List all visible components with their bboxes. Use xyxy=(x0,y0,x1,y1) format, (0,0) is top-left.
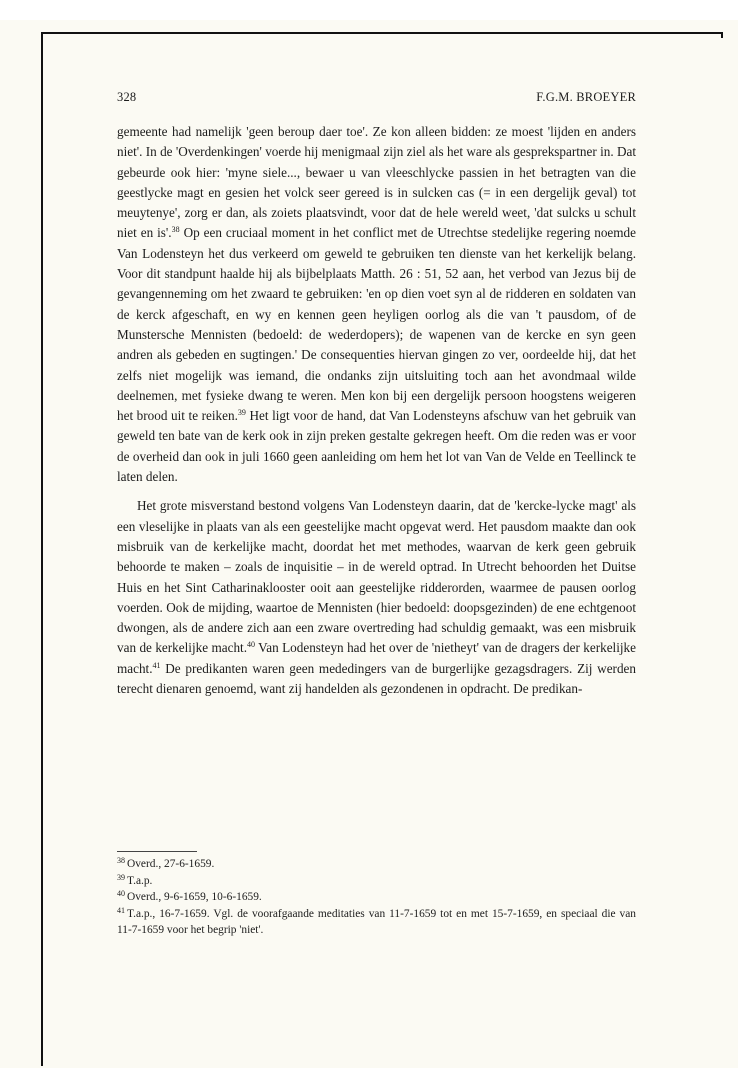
footnote-ref-39: 39 xyxy=(237,408,246,418)
footnote-number: 39 xyxy=(117,872,125,882)
footnotes xyxy=(117,856,636,939)
footnote-ref-38: 38 xyxy=(171,225,180,235)
paragraph-1-text-b: Op een cruciaal moment in het conflict met de Utrechtse stedelijke regering noemde Van Lodensteyn het dus verkeerd om geweld te gebruiken ten dienste van het kerkelijk belang. Voor dit standpunt haalde hij als bijbelplaats Matth. 26 : 51, 52 aan, het verbod van Jezus bij de gevangenneming om het zwaard te gebruiken: 'en op dien voet syn al de ridderen en soldaten van de kerck afgeschaft, en wy en kennen geen heyligen oorlog als die van 't pausdom, of de Munstersche Mennisten (bedoeld: de wederdopers); de wapenen van de kercke en syn geen andren als gebeden en sugtingen.' De consequenties hiervan gingen zo ver, oordeelde hij, dat het zelfs niet mogelijk was iemand, die ondanks zijn uitsluiting toch aan het avondmaal wilde deelnemen, met fysieke dwang te weren. Men kon bij een dergelijk persoon hoogstens weigeren het brood uit te reiken. xyxy=(117,225,636,424)
page-number: 328 xyxy=(117,90,137,104)
footnote-text: Overd., 27-6-1659. xyxy=(127,858,215,870)
page-top-edge xyxy=(0,0,738,20)
footnote-ref-40: 40 xyxy=(247,640,255,650)
footnote-number: 41 xyxy=(117,905,125,915)
scan-border-corner xyxy=(721,32,723,38)
paragraph-2 xyxy=(117,496,636,699)
paragraph-1 xyxy=(117,122,636,487)
body-text xyxy=(117,122,636,699)
footnote-number: 40 xyxy=(117,889,125,898)
footnote-41 xyxy=(117,906,636,939)
footnote-39 xyxy=(117,873,636,890)
paragraph-2-text-a: Het grote misverstand bestond volgens Van Lodensteyn daarin, dat de 'kercke-lycke magt' als een vleselijke in plaats van als een geestelijke macht opgevat werd. Het pausdom maakte dan ook misbruik van de kerkelijke macht, doordat het met methodes, waarvan de kerk geen gebruik behoorde te maken – zoals de inquisitie – in de wereld optrad. In Utrecht behoorden het Duitse Huis en het Sint Catharinaklooster ooit aan geestelijke ridderorden, waarmee de pausen oorlog voerden. Ook de mijding, waartoe de Mennisten (hier bedoeld: doopsgezinden) de ene echtgenoot dwongen, als de andere zich aan een zware overtreding had schuldig gemaakt, was een misbruik van de kerkelijke macht. xyxy=(117,498,636,656)
scan-border-top xyxy=(41,32,723,34)
running-head-author: F.G.M. BROEYER xyxy=(536,90,636,104)
footnote-number: 38 xyxy=(117,856,125,865)
footnote-38 xyxy=(117,856,636,873)
paragraph-1-text-c: Het ligt voor de hand, dat Van Lodensteyns afschuw van het gebruik van geweld ten bate van de kerk ook in zijn preken gestalte gekregen heeft. Om die reden was er voor de overheid dan ook in juli 1660 geen aanleiding om hem het lot van Van de Velde en Teellinck te laten delen. xyxy=(117,408,636,485)
footnote-text: T.a.p. xyxy=(127,874,153,887)
footnote-40 xyxy=(117,889,636,906)
paragraph-2-text-b: Van Lodensteyn had het over de 'nietheyt' van de dragers der kerkelijke macht. xyxy=(117,640,636,676)
footnote-text: T.a.p., 16-7-1659. Vgl. de voorafgaande meditaties van 11-7-1659 tot en met 15-7-1659, en speciaal die van 11-7-1659 voor het begrip 'niet'. xyxy=(117,907,636,936)
paragraph-2-text-c: De predikanten waren geen mededingers van de burgerlijke gezagsdragers. Zij werden terecht dienaren genoemd, want zij handelden als gezondenen in opdracht. De predikan- xyxy=(117,660,636,697)
footnote-separator xyxy=(117,851,197,852)
paragraph-1-text-a: gemeente had namelijk 'geen beroup daer toe'. Ze kon alleen bidden: ze moest 'lijden en anders niet'. In de 'Overdenkingen' voerde hij menigmaal zijn ziel als het ware als gesprekspartner in. Dat gebeurde ook hier: 'myne siele..., bewaer u van vleeschlycke passien in het betragten van die geestlycke magt en gesien het volck seer gereed is in sulcken cas (= in een dergelijk geval) tot meuytenye', zorg er dan, als zoiets plaatsvindt, voor dat de hele wereld weet, 'dat sulcks u schult niet en is'. xyxy=(117,124,636,241)
footnote-text: Overd., 9-6-1659, 10-6-1659. xyxy=(127,891,262,903)
scan-border-left xyxy=(41,32,43,1066)
footnote-ref-41: 41 xyxy=(152,660,161,670)
running-head xyxy=(117,90,636,108)
